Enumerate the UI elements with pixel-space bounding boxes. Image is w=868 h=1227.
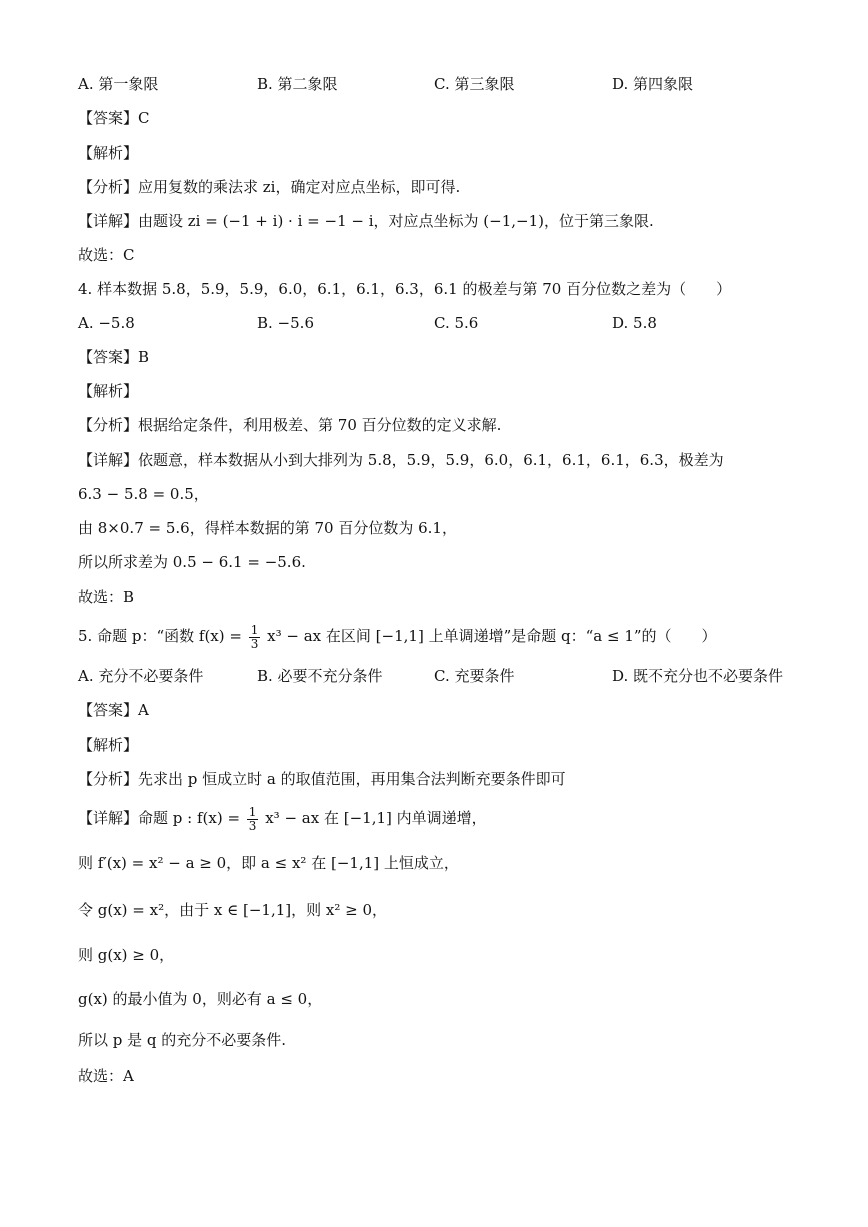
q5-option-a: A. 充分不必要条件 — [78, 667, 204, 685]
q4-option-d: D. 5.8 — [612, 314, 657, 332]
q5-option-d: D. 既不充分也不必要条件 — [612, 667, 784, 685]
fraction-numerator: 1 — [248, 804, 257, 819]
fraction-denominator: 3 — [248, 818, 257, 833]
q5-detail-line-1 — [78, 805, 487, 833]
q5-analysis: 【分析】先求出 p 恒成立时 a 的取值范围，再用集合法判断充要条件即可 — [78, 770, 566, 788]
q4-detail-line-3: 由 8×0.7 = 5.6，得样本数据的第 70 百分位数为 6.1， — [78, 519, 457, 537]
q4-jiexi-heading: 【解析】 — [78, 382, 139, 400]
q4-stem: 4. 样本数据 5.8，5.9，5.9，6.0，6.1，6.1，6.3，6.1 的极差与第 70 百分位数之差为（ ） — [78, 280, 732, 298]
fraction-numerator: 1 — [250, 622, 259, 637]
q4-option-b: B. −5.6 — [257, 314, 314, 332]
q5-stem — [78, 623, 717, 651]
q3-choice: 故选：C — [78, 246, 135, 264]
q3-option-d: D. 第四象限 — [612, 75, 694, 93]
q5-detail-line-1-start: 【详解】命题 p : f(x) = — [78, 809, 241, 827]
q5-detail-line-6: 所以 p 是 q 的充分不必要条件. — [78, 1031, 287, 1049]
q5-stem-end: x³ − ax 在区间 [−1,1] 上单调递增”是命题 q：“a ≤ 1”的（ ） — [267, 627, 717, 645]
q5-jiexi-heading: 【解析】 — [78, 736, 139, 754]
q3-option-b: B. 第二象限 — [257, 75, 338, 93]
one-third-fraction — [247, 806, 259, 833]
q3-analysis: 【分析】应用复数的乘法求 zi，确定对应点坐标，即可得. — [78, 178, 461, 196]
q5-detail-line-3: 令 g(x) = x²，由于 x ∈ [−1,1]，则 x² ≥ 0， — [78, 901, 387, 919]
q4-option-c: C. 5.6 — [434, 314, 479, 332]
q4-detail-line-1: 【详解】依题意，样本数据从小到大排列为 5.8，5.9，5.9，6.0，6.1，6.1，6.1，6.3，极差为 — [78, 451, 724, 469]
q3-jiexi-heading: 【解析】 — [78, 144, 139, 162]
q5-stem-start: 5. 命题 p：“函数 f(x) = — [78, 627, 242, 645]
q5-detail-line-4: 则 g(x) ≥ 0， — [78, 946, 175, 964]
q5-option-b: B. 必要不充分条件 — [257, 667, 383, 685]
q3-answer: 【答案】C — [78, 109, 150, 127]
one-third-fraction — [249, 624, 261, 651]
q5-answer: 【答案】A — [78, 701, 149, 719]
q4-choice: 故选：B — [78, 588, 135, 606]
q4-answer: 【答案】B — [78, 348, 150, 366]
q4-option-a: A. −5.8 — [78, 314, 135, 332]
q5-detail-line-1-end: x³ − ax 在 [−1,1] 内单调递增， — [265, 809, 487, 827]
q4-detail-line-4: 所以所求差为 0.5 − 6.1 = −5.6. — [78, 553, 306, 571]
q4-analysis: 【分析】根据给定条件，利用极差、第 70 百分位数的定义求解. — [78, 416, 502, 434]
fraction-denominator: 3 — [250, 636, 259, 651]
q5-choice: 故选：A — [78, 1067, 134, 1085]
q5-detail-line-5: g(x) 的最小值为 0，则必有 a ≤ 0， — [78, 990, 323, 1008]
q3-detail: 【详解】由题设 zi = (−1 + i) · i = −1 − i，对应点坐标为 (−1,−1)，位于第三象限. — [78, 212, 654, 230]
q4-detail-line-2: 6.3 − 5.8 = 0.5， — [78, 485, 209, 503]
q3-option-a: A. 第一象限 — [78, 75, 159, 93]
q5-option-c: C. 充要条件 — [434, 667, 515, 685]
q5-detail-line-2: 则 f′(x) = x² − a ≥ 0，即 a ≤ x² 在 [−1,1] 上恒成立， — [78, 854, 459, 872]
q3-option-c: C. 第三象限 — [434, 75, 515, 93]
